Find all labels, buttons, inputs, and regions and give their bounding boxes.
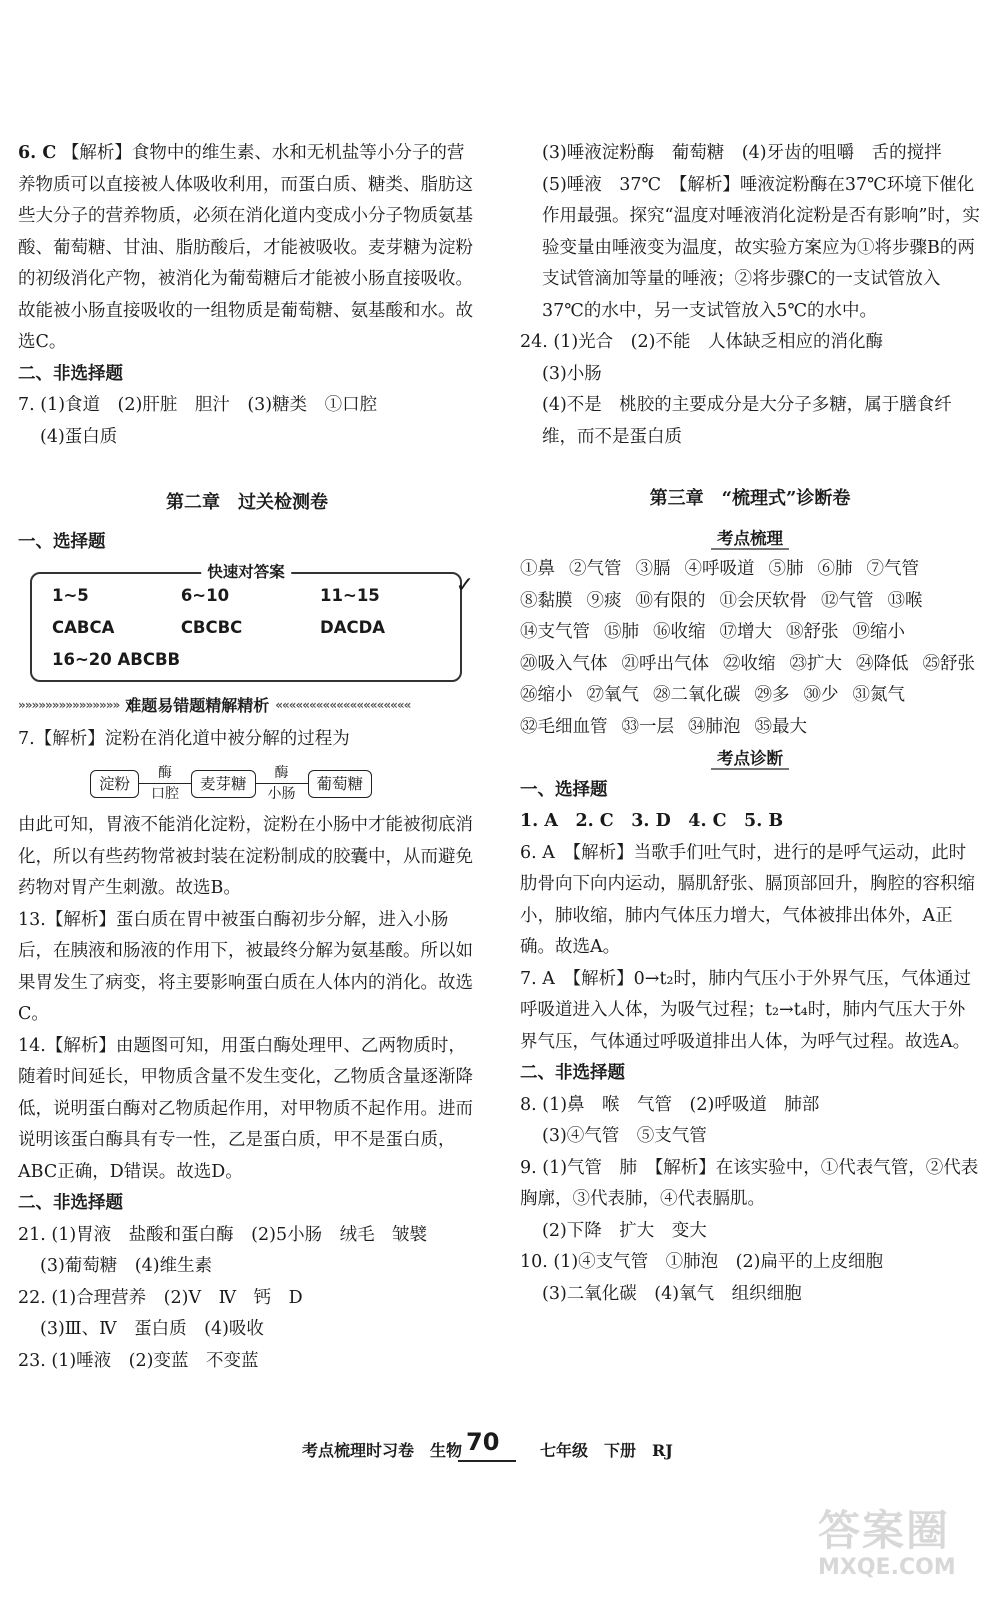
watermark-text: 答案圈 bbox=[818, 1506, 951, 1555]
watermark-url: MXQE.COM bbox=[818, 1555, 956, 1580]
key-point-item: ⑳吸入气体 bbox=[520, 653, 608, 674]
digestion-diagram bbox=[90, 763, 476, 804]
key-point-item: ㉛氮气 bbox=[852, 685, 905, 705]
left-column bbox=[18, 138, 476, 1377]
key-point-item: ㉓扩大 bbox=[789, 653, 842, 674]
key-point-item: ⑤肺 bbox=[768, 559, 804, 579]
q24-answer: 24. (1)光合 (2)不能 人体缺乏相应的消化酶 bbox=[520, 332, 883, 352]
key-point-item: ⑮肺 bbox=[604, 622, 639, 642]
q9-answer-cont: (2)下降 扩大 变大 bbox=[542, 1220, 707, 1241]
answer-group: 11~15 DACDA bbox=[320, 586, 386, 637]
subsection-title bbox=[520, 523, 980, 555]
key-point-item: ②气管 bbox=[569, 559, 622, 579]
key-point-item: ⑪会厌软骨 bbox=[719, 590, 807, 611]
q10-answer: 10. (1)④支气管 ①肺泡 (2)扁平的上皮细胞 bbox=[520, 1252, 883, 1272]
diagram-node: 淀粉 bbox=[90, 770, 139, 798]
q7-answer-cont: (4)蛋白质 bbox=[40, 426, 118, 447]
key-point-item: ⑥肺 bbox=[817, 559, 853, 579]
key-point-item: ⑯收缩 bbox=[653, 622, 706, 642]
diagram-node: 麦芽糖 bbox=[191, 770, 256, 798]
key-point-item: ㉝一层 bbox=[621, 716, 674, 737]
arrow-label-bottom: 小肠 bbox=[267, 786, 296, 802]
page-number-underline bbox=[458, 1460, 516, 1462]
key-point-item: ⑩有限的 bbox=[635, 590, 706, 611]
q8-answer-cont: (3)④气管 ⑤支气管 bbox=[542, 1126, 707, 1146]
key-point-item: ㉙多 bbox=[754, 685, 790, 705]
quick-answer-box bbox=[30, 563, 474, 682]
section-heading: 一、选择题 bbox=[18, 531, 106, 552]
section-heading: 二、非选择题 bbox=[520, 1063, 625, 1083]
key-point-item: ⑰增大 bbox=[719, 622, 772, 642]
diagram-arrow bbox=[256, 763, 308, 804]
key-point-item: ㉔降低 bbox=[856, 653, 909, 674]
decorative-arrows-icon: »»»»»»»»»»»»»»» bbox=[18, 698, 120, 712]
key-point-item: ㉟最大 bbox=[754, 716, 807, 737]
diagram-arrow bbox=[139, 763, 191, 804]
arrow-label-top: 酶 bbox=[274, 765, 289, 781]
key-point-item: ⑦气管 bbox=[866, 559, 919, 579]
key-point-item: ⑱舒张 bbox=[786, 622, 839, 642]
key-point-item: ㉕舒张 bbox=[922, 653, 975, 674]
decorative-arrows-icon: «««««««««««««««««««« bbox=[275, 698, 411, 712]
section-heading: 一、选择题 bbox=[520, 779, 608, 800]
q23-answer-cont: (5)唾液 37℃ 【解析】唾液淀粉酶在37℃环境下催化作用最强。探究“温度对唾液消化淀粉是否有影响”时，实验变量由唾液变为温度，故实验方案应为①将步骤B的两支试管滴加等量的唾液；②将步骤C的一支试管放入37℃的水中，另一支试管放入5℃的水中。 bbox=[542, 174, 980, 321]
subsection-title bbox=[520, 743, 980, 775]
q14-answer: 14.【解析】由题图可知，用蛋白酶处理甲、乙两物质时，随着时间延长，甲物质含量不发生变化，乙物质含量逐渐降低，说明蛋白酶对乙物质起作用，对甲物质不起作用。进而说明该蛋白酶具有专一性，乙是蛋白质，甲不是蛋白质，ABC正确，D错误。故选D。 bbox=[18, 1035, 473, 1182]
arrow-line bbox=[256, 783, 308, 784]
chapter3-title: 第三章 “梳理式”诊断卷 bbox=[649, 488, 851, 509]
page-number: 70 bbox=[466, 1428, 500, 1456]
subsection-label: 考点梳理 bbox=[711, 529, 789, 550]
key-point-item: ㉘二氧化碳 bbox=[653, 685, 741, 705]
chapter2-title: 第二章 过关检测卷 bbox=[166, 492, 328, 513]
arrow-label-bottom: 口腔 bbox=[151, 786, 180, 802]
q7x-answer: 7.【解析】淀粉在消化道中被分解的过程为 bbox=[18, 728, 350, 749]
answer-row bbox=[52, 580, 448, 644]
quick-answer-label: 快速对答案 bbox=[201, 560, 291, 584]
page-footer bbox=[0, 1420, 996, 1480]
key-point-item: ㉑呼出气体 bbox=[621, 653, 709, 674]
watermark-logo bbox=[818, 1506, 990, 1594]
q13-answer: 13.【解析】蛋白质在胃中被蛋白酶初步分解，进入小肠后，在胰液和肠液的作用下，被最终分解为氨基酸。所以如果胃发生了病变，将主要影响蛋白质在人体内的消化。故选C。 bbox=[18, 909, 473, 1024]
key-point-item: ⑧黏膜 bbox=[520, 590, 573, 611]
key-point-item: ㉖缩小 bbox=[520, 685, 573, 705]
key-point-item: ㉒收缩 bbox=[723, 653, 776, 674]
q22-answer: 22. (1)合理营养 (2)Ⅴ Ⅳ 钙 D bbox=[18, 1287, 303, 1308]
q23-answer: 23. (1)唾液 (2)变蓝 不变蓝 bbox=[18, 1350, 259, 1371]
banner-label: 难题易错题精解精析 bbox=[125, 696, 270, 715]
key-point-item: ③膈 bbox=[635, 559, 671, 579]
q6-answer: 6. C 【解析】食物中的维生素、水和无机盐等小分子的营养物质可以直接被人体吸收利用，而蛋白质、糖类、脂肪这些大分子的营养物质，必须在消化道内变成小分子物质氨基酸、葡萄糖、甘油、脂肪酸后，才能被吸收。麦芽糖为淀粉的初级消化产物，被消化为葡萄糖后才能被小肠直接吸收。故能被小肠直接吸收的一组物质是葡萄糖、氨基酸和水。故选C。 bbox=[18, 143, 473, 352]
answer-group: 6~10 CBCBC bbox=[180, 586, 243, 637]
q7-answer: 7. A 【解析】0→t₂时，肺内气压小于外界气压，气体通过呼吸道进入人体，为吸气过程；t₂→t₄时，肺内气压大于外界气压，气体通过呼吸道排出人体，为呼气过程。故选A。 bbox=[520, 968, 971, 1052]
key-point-item: ㉚少 bbox=[803, 685, 839, 705]
key-point-item: ⑬喉 bbox=[887, 590, 923, 611]
q6-answer: 6. A 【解析】当歌手们吐气时，进行的是呼气运动，此时肋骨向下向内运动，膈肌舒张、膈顶部回升，胸腔的容积缩小，肺收缩，肺内气体压力增大，气体被排出体外，A正确。故选A。 bbox=[520, 842, 975, 957]
q24-answer-cont: (3)小肠 bbox=[542, 363, 602, 384]
right-column bbox=[520, 138, 980, 1310]
key-point-item: ⑲缩小 bbox=[852, 622, 905, 642]
footer-grade: 七年级 下册 RJ bbox=[540, 1441, 673, 1460]
section-heading: 二、非选择题 bbox=[18, 1193, 123, 1213]
mc-answers: 1. A 2. C 3. D 4. C 5. B bbox=[520, 811, 784, 831]
arrow-label-top: 酶 bbox=[158, 765, 173, 781]
key-point-item: ㉞肺泡 bbox=[688, 716, 741, 737]
q21-answer: 21. (1)胃液 盐酸和蛋白酶 (2)5小肠 绒毛 皱襞 bbox=[18, 1224, 428, 1245]
diagram-node: 葡萄糖 bbox=[308, 770, 373, 798]
key-point-item: ㉜毛细血管 bbox=[520, 716, 608, 737]
arrow-line bbox=[139, 783, 191, 784]
q7x-answer-cont: 由此可知，胃液不能消化淀粉，淀粉在小肠中才能被彻底消化，所以有些药物常被封装在淀粉制成的胶囊中，从而避免药物对胃产生刺激。故选B。 bbox=[18, 815, 473, 898]
answer-group: 1~5 CABCA bbox=[52, 586, 115, 637]
q8-answer: 8. (1)鼻 喉 气管 (2)呼吸道 肺部 bbox=[520, 1094, 820, 1115]
key-point-item: ④呼吸道 bbox=[684, 559, 755, 579]
key-point-item: ⑨痰 bbox=[586, 590, 622, 611]
check-icon: ✓ bbox=[455, 573, 474, 598]
key-points-list bbox=[520, 554, 980, 743]
key-point-item: ①鼻 bbox=[520, 559, 555, 579]
q21-answer-cont: (3)葡萄糖 (4)维生素 bbox=[40, 1256, 213, 1276]
q24-answer-cont: (4)不是 桃胶的主要成分是大分子多糖，属于膳食纤维，而不是蛋白质 bbox=[542, 395, 952, 447]
subsection-label: 考点诊断 bbox=[711, 749, 789, 770]
q22-answer-cont: (3)Ⅲ、Ⅳ 蛋白质 (4)吸收 bbox=[40, 1319, 264, 1339]
footer-book-title: 考点梳理时习卷 生物 bbox=[302, 1441, 463, 1460]
section-heading: 二、非选择题 bbox=[18, 363, 123, 384]
answer-group: 16~20 ABCBB bbox=[52, 650, 181, 669]
q7-answer: 7. (1)食道 (2)肝脏 胆汁 (3)糖类 ①口腔 bbox=[18, 395, 378, 415]
key-point-item: ⑫气管 bbox=[821, 590, 874, 611]
q10-answer-cont: (3)二氧化碳 (4)氧气 组织细胞 bbox=[542, 1283, 802, 1304]
q9-answer: 9. (1)气管 肺 【解析】在该实验中，①代表气管，②代表胸廓，③代表肺，④代表膈肌。 bbox=[520, 1157, 979, 1209]
hard-questions-banner bbox=[18, 690, 476, 722]
key-point-item: ㉗氧气 bbox=[586, 685, 639, 705]
key-point-item: ⑭支气管 bbox=[520, 622, 590, 642]
answer-row bbox=[52, 644, 448, 676]
q23-answer-cont: (3)唾液淀粉酶 葡萄糖 (4)牙齿的咀嚼 舌的搅拌 bbox=[542, 143, 942, 163]
